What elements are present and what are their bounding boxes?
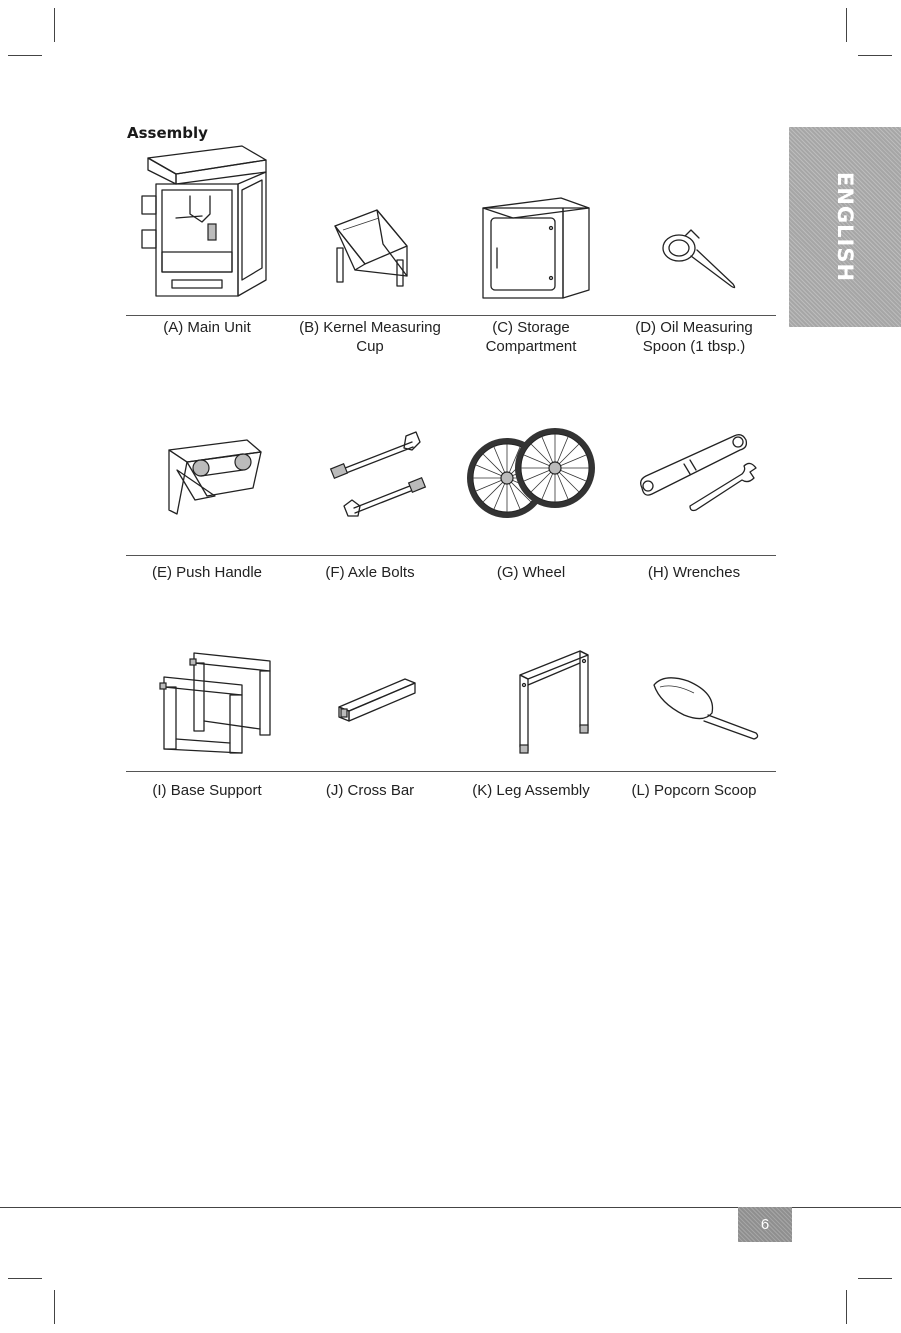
part-label: (G) Wheel <box>496 564 566 581</box>
push-handle-icon <box>137 410 277 520</box>
part-label: (C) Storage <box>492 319 570 336</box>
section-heading: Assembly <box>127 124 208 142</box>
language-tab-label: ENGLISH <box>833 171 857 283</box>
storage-cabinet-icon <box>461 140 601 305</box>
part-label: (I) Base Support <box>152 782 262 799</box>
wrenches-icon <box>624 410 764 520</box>
part-label: (F) Axle Bolts <box>325 564 415 581</box>
part-axle-bolts <box>289 410 451 581</box>
popcorn-machine-icon <box>132 140 282 305</box>
language-tab <box>789 127 901 327</box>
row-divider <box>126 771 776 772</box>
part-leg-assembly <box>450 645 612 799</box>
row-divider <box>126 555 776 556</box>
part-label: (K) Leg Assembly <box>472 782 590 799</box>
part-label: (B) Kernel Measuring <box>299 319 441 336</box>
crop-mark <box>858 1278 892 1279</box>
part-label: (L) Popcorn Scoop <box>631 782 757 799</box>
measuring-spoon-icon <box>639 140 749 305</box>
page-number: 6 <box>738 1207 792 1242</box>
part-popcorn-scoop <box>613 645 775 799</box>
part-storage-compartment <box>450 140 612 355</box>
part-label: (J) Cross Bar <box>325 782 415 799</box>
crop-mark <box>846 1290 847 1324</box>
row-divider <box>126 315 776 316</box>
part-label: (D) Oil Measuring <box>635 319 753 336</box>
part-label: (H) Wrenches <box>647 564 741 581</box>
wheels-icon <box>461 410 601 525</box>
crop-mark <box>54 1290 55 1324</box>
crop-mark <box>8 1278 42 1279</box>
crop-mark <box>54 8 55 42</box>
part-base-support <box>126 645 288 799</box>
part-label: (E) Push Handle <box>151 564 263 581</box>
part-label: Cup <box>356 338 384 355</box>
crop-mark <box>8 55 42 56</box>
crop-mark <box>846 8 847 42</box>
part-label: (A) Main Unit <box>163 319 251 336</box>
axle-bolts-icon <box>310 410 430 520</box>
part-label: Spoon (1 tbsp.) <box>642 338 746 355</box>
part-wrenches <box>613 410 775 581</box>
part-oil-measuring-spoon <box>613 140 775 355</box>
part-push-handle <box>126 410 288 581</box>
part-label: Compartment <box>485 338 577 355</box>
kernel-cup-icon <box>325 140 415 305</box>
popcorn-scoop-icon <box>624 645 764 755</box>
leg-assembly-icon <box>476 645 586 760</box>
part-main-unit <box>126 140 288 336</box>
base-support-icon <box>132 645 282 755</box>
part-wheel <box>450 410 612 581</box>
crop-mark <box>858 55 892 56</box>
part-cross-bar <box>289 645 451 799</box>
part-kernel-measuring-cup <box>289 140 451 355</box>
cross-bar-icon <box>315 645 425 755</box>
